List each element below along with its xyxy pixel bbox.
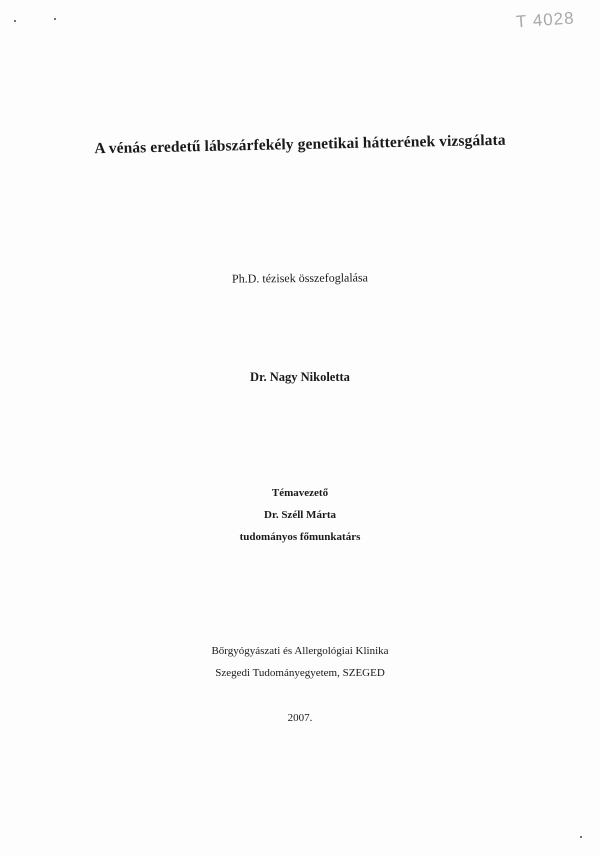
scan-speck <box>14 20 16 22</box>
supervisor-name: Dr. Széll Márta <box>264 509 336 521</box>
scan-speck <box>54 18 56 20</box>
archive-stamp: T 4028 <box>515 8 576 32</box>
scan-speck <box>580 836 582 838</box>
university-name: Szegedi Tudományegyetem, SZEGED <box>215 667 385 679</box>
thesis-title: A vénás eredetű lábszárfekély genetikai hátterének vizsgálata <box>94 131 506 158</box>
clinic-name: Bőrgyógyászati és Allergológiai Klinika <box>211 645 389 657</box>
supervisor-position: tudományos főmunkatárs <box>239 531 361 543</box>
publication-year: 2007. <box>287 712 313 724</box>
thesis-subtitle: Ph.D. tézisek összefoglalása <box>231 270 369 286</box>
author-name: Dr. Nagy Nikoletta <box>250 370 350 384</box>
supervisor-label: Témavezető <box>271 487 329 499</box>
